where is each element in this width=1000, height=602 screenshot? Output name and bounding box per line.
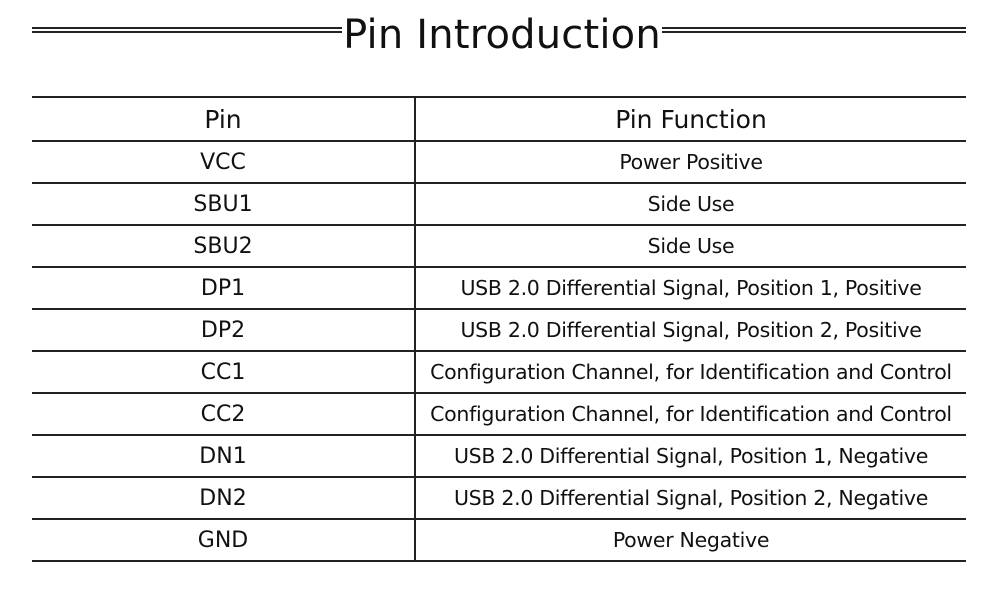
pin-function-cell: Power Positive [619, 150, 763, 174]
table-row [32, 435, 966, 477]
header-pin-function: Pin Function [615, 104, 767, 134]
pin-function-cell: Side Use [647, 234, 735, 258]
table-row [32, 225, 966, 267]
pin-function-cell: USB 2.0 Differential Signal, Position 2, Positive [460, 318, 922, 342]
pin-function-cell: USB 2.0 Differential Signal, Position 1, Positive [460, 276, 922, 300]
pin-name-cell: DP2 [32, 309, 415, 351]
table-row [32, 309, 966, 351]
pin-name-cell: CC2 [32, 393, 415, 435]
pin-name-cell: CC1 [32, 351, 415, 393]
page-title: Pin Introduction [343, 12, 661, 58]
pin-function-cell: Configuration Channel, for Identification and Control [430, 402, 952, 426]
pin-function-cell: Power Negative [612, 528, 770, 552]
pin-name-cell: SBU1 [32, 183, 415, 225]
pin-function-cell: USB 2.0 Differential Signal, Position 2, Negative [453, 486, 929, 510]
pin-name-cell: DN2 [32, 477, 415, 519]
pin-name-cell: SBU2 [32, 225, 415, 267]
header-pin: Pin [32, 97, 415, 141]
pin-name-cell: DN1 [32, 435, 415, 477]
table-header-row [32, 97, 966, 141]
table-row [32, 183, 966, 225]
table-row [32, 351, 966, 393]
pin-name-cell: GND [32, 519, 415, 561]
pin-function-cell: Side Use [647, 192, 735, 216]
table-row [32, 519, 966, 561]
pin-function-cell: Configuration Channel, for Identification and Control [430, 360, 952, 384]
title-rule-left [32, 27, 342, 33]
table-row [32, 267, 966, 309]
pin-name-cell: DP1 [32, 267, 415, 309]
pin-table [32, 96, 966, 562]
pin-name-cell: VCC [32, 141, 415, 183]
table-row [32, 393, 966, 435]
table-row [32, 141, 966, 183]
pin-function-cell: USB 2.0 Differential Signal, Position 1, Negative [453, 444, 929, 468]
table-row [32, 477, 966, 519]
title-rule-right [662, 27, 966, 33]
title-row [0, 0, 1000, 80]
